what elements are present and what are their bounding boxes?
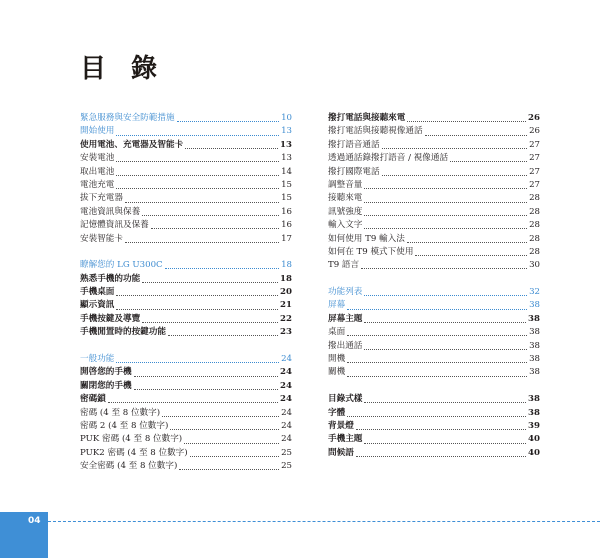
dot-leader (364, 180, 527, 189)
dot-leader (179, 461, 279, 470)
dot-leader (364, 314, 526, 323)
toc-right-column (328, 112, 540, 474)
page-title: 目 錄 (80, 54, 166, 84)
toc-entry-page: 30 (529, 260, 540, 271)
toc-entry-label: 目錄式樣 (328, 394, 363, 405)
toc-entry-page: 13 (280, 139, 292, 150)
toc-entry-label: 撥打電話與接聽視像通話 (328, 126, 423, 137)
toc-entry-page: 26 (528, 113, 540, 123)
toc-entry[interactable] (80, 380, 292, 393)
dot-leader (425, 127, 528, 136)
toc-entry-label: 拔下充電器 (80, 193, 123, 204)
toc-entry[interactable] (328, 246, 540, 259)
toc-entry-label: 電池資訊與保養 (80, 206, 141, 217)
toc-entry-page: 24 (280, 394, 292, 405)
toc-entry-label: 桌面 (328, 327, 346, 338)
dot-leader (382, 167, 527, 176)
toc-entry[interactable] (80, 152, 292, 165)
toc-entry-label: 接聽來電 (328, 193, 363, 204)
toc-entry-page: 24 (281, 434, 292, 445)
toc-entry-label: 透過通話錄撥打語音 / 視像通話 (328, 153, 449, 164)
toc-entry-page: 40 (528, 447, 540, 458)
toc-entry-page: 27 (529, 166, 540, 177)
toc-entry[interactable] (80, 286, 292, 299)
dot-leader (116, 127, 279, 136)
toc-entry-label: 屏幕主題 (328, 313, 363, 324)
toc-entry[interactable] (80, 393, 292, 406)
toc-entry-label: 顯示資訊 (80, 300, 115, 311)
toc-entry-label: 開始使用 (80, 126, 115, 137)
toc-section (80, 259, 292, 339)
toc-entry[interactable] (80, 299, 292, 312)
toc-entry-label: 安全密碼 (4 至 8 位數字) (80, 461, 178, 472)
dot-leader (347, 354, 527, 363)
dot-leader (364, 341, 527, 350)
toc-entry-label: 使用電池、充電器及智能卡 (80, 139, 184, 150)
toc-entry[interactable] (80, 233, 292, 246)
dot-leader (407, 113, 526, 122)
toc-entry-page: 24 (280, 380, 292, 391)
toc-entry-page: 17 (281, 233, 292, 244)
dot-leader (125, 194, 279, 203)
dot-leader (142, 314, 278, 323)
toc-entry[interactable] (80, 407, 292, 420)
toc-entry-page: 38 (528, 313, 540, 324)
dot-leader (364, 287, 527, 296)
toc-entry-label: 安裝電池 (80, 153, 115, 164)
dot-leader (165, 260, 279, 269)
toc-entry[interactable] (328, 326, 540, 339)
dot-leader (116, 180, 279, 189)
toc-entry-label: 安裝智能卡 (80, 233, 123, 244)
toc-entry-label: 調整音量 (328, 179, 363, 190)
toc-entry-page: 39 (528, 420, 540, 431)
toc-entry-label: 瞭解您的 LG U300C (80, 260, 163, 271)
toc-entry[interactable] (328, 407, 540, 420)
toc-entry-page: 15 (281, 179, 292, 190)
toc-entry[interactable] (80, 192, 292, 205)
dot-leader (168, 327, 278, 336)
toc-entry-page: 14 (281, 166, 292, 177)
toc-entry[interactable] (328, 393, 540, 406)
toc-entry-label: 密碼鎖 (80, 394, 106, 405)
toc-chapter-heading[interactable] (328, 286, 540, 299)
toc-entry-page: 32 (529, 287, 540, 298)
toc-entry-page: 28 (529, 246, 540, 257)
dot-leader (185, 140, 278, 149)
toc-entry-page: 28 (529, 193, 540, 204)
dot-leader (116, 167, 279, 176)
toc-entry-page: 13 (281, 153, 292, 164)
toc-entry[interactable] (80, 366, 292, 379)
toc-entry[interactable] (80, 433, 292, 446)
toc-chapter-heading[interactable] (80, 259, 292, 272)
toc-entry[interactable] (328, 112, 540, 125)
toc-section (80, 112, 292, 246)
toc-entry[interactable] (328, 420, 540, 433)
toc-entry-page: 18 (281, 260, 292, 271)
toc-entry[interactable] (328, 447, 540, 460)
toc-chapter-heading[interactable] (328, 299, 540, 312)
toc-entry-label: 手機主題 (328, 434, 363, 445)
toc-entry[interactable] (328, 219, 540, 232)
toc-entry[interactable] (328, 433, 540, 446)
toc-entry-label: 一般功能 (80, 354, 115, 365)
toc-left-column (80, 112, 292, 487)
toc-entry-page: 16 (281, 206, 292, 217)
dot-leader (382, 140, 527, 149)
dot-leader (356, 448, 526, 457)
toc-chapter-heading[interactable] (80, 353, 292, 366)
dot-leader (116, 354, 279, 363)
toc-entry[interactable] (80, 460, 292, 473)
toc-entry[interactable] (80, 139, 292, 152)
toc-entry[interactable] (80, 219, 292, 232)
toc-entry-label: 撥打國際電話 (328, 166, 380, 177)
toc-entry-page: 27 (529, 153, 540, 164)
toc-entry-label: PUK2 密碼 (4 至 8 位數字) (80, 447, 188, 458)
dot-leader (347, 327, 527, 336)
toc-entry-page: 38 (529, 354, 540, 365)
toc-entry-label: 背景燈 (328, 420, 354, 431)
toc-entry[interactable] (328, 179, 540, 192)
dot-leader (415, 247, 527, 256)
toc-entry-label: 密碼 (4 至 8 位數字) (80, 407, 161, 418)
dot-leader (361, 260, 527, 269)
page-number-tab (0, 512, 48, 558)
toc-section (80, 353, 292, 474)
footer-dashed-rule (48, 521, 600, 522)
toc-entry-label: 開機 (328, 354, 346, 365)
toc-entry-page: 26 (529, 126, 540, 137)
toc-entry-page: 27 (529, 139, 540, 150)
toc-entry-page: 22 (280, 313, 292, 324)
toc-entry-page: 24 (281, 407, 292, 418)
dot-leader (134, 381, 278, 390)
toc-entry[interactable] (80, 206, 292, 219)
dot-leader (151, 220, 279, 229)
toc-entry-label: 撥出通話 (328, 340, 363, 351)
toc-entry[interactable] (328, 366, 540, 379)
toc-entry-page: 15 (281, 193, 292, 204)
page-number: 04 (28, 516, 41, 526)
dot-leader (450, 153, 527, 162)
toc-section (328, 112, 540, 273)
toc-entry-page: 24 (281, 354, 292, 365)
toc-entry-page: 24 (281, 420, 292, 431)
toc-entry-label: PUK 密碼 (4 至 8 位數字) (80, 434, 183, 445)
toc-entry[interactable] (328, 139, 540, 152)
toc-entry-label: 手機桌面 (80, 287, 115, 298)
toc-entry-label: 如何使用 T9 輸入法 (328, 233, 405, 244)
dot-leader (407, 234, 527, 243)
dot-leader (177, 113, 280, 122)
toc-entry-page: 38 (529, 367, 540, 378)
toc-entry-label: T9 語言 (328, 260, 360, 271)
toc-entry[interactable] (328, 353, 540, 366)
toc-entry[interactable] (80, 273, 292, 286)
toc-entry[interactable] (80, 447, 292, 460)
toc-entry-label: 撥打電話與接聽來電 (328, 113, 406, 123)
toc-entry-page: 27 (529, 179, 540, 190)
toc-entry-page: 20 (280, 287, 292, 298)
toc-entry-page: 28 (529, 233, 540, 244)
dot-leader (116, 153, 279, 162)
toc-entry-label: 密碼 2 (4 至 8 位數字) (80, 420, 169, 431)
dot-leader (347, 368, 527, 377)
dot-leader (190, 448, 279, 457)
toc-entry[interactable] (328, 125, 540, 138)
dot-leader (364, 394, 526, 403)
dot-leader (184, 435, 279, 444)
toc-entry-label: 如何在 T9 模式下使用 (328, 246, 414, 257)
toc-entry-label: 手機閒置時的按鍵功能 (80, 327, 166, 338)
toc-entry[interactable] (328, 340, 540, 353)
toc-entry-page: 38 (529, 327, 540, 338)
toc-entry[interactable] (328, 166, 540, 179)
toc-entry-label: 字體 (328, 407, 346, 418)
toc-entry[interactable] (80, 326, 292, 339)
dot-leader (170, 421, 279, 430)
toc-section (328, 393, 540, 460)
dot-leader (125, 234, 279, 243)
toc-entry[interactable] (80, 179, 292, 192)
toc-entry-label: 屏幕 (328, 300, 346, 311)
toc-entry-label: 功能列表 (328, 287, 363, 298)
dot-leader (347, 301, 527, 310)
dot-leader (364, 207, 527, 216)
toc-entry-label: 緊急服務與安全防範措施 (80, 113, 175, 123)
toc-entry[interactable] (328, 233, 540, 246)
toc-entry[interactable] (80, 313, 292, 326)
toc-entry-page: 25 (281, 461, 292, 472)
dot-leader (134, 368, 278, 377)
toc-entry[interactable] (328, 313, 540, 326)
toc-entry-label: 關機 (328, 367, 346, 378)
toc-entry-label: 輸入文字 (328, 220, 363, 231)
toc-entry-label: 手機按鍵及導覽 (80, 313, 141, 324)
toc-entry[interactable] (80, 166, 292, 179)
toc-chapter-heading[interactable] (80, 125, 292, 138)
dot-leader (347, 408, 526, 417)
dot-leader (356, 421, 526, 430)
toc-entry-page: 21 (280, 300, 292, 311)
toc-entry-page: 23 (280, 327, 292, 338)
toc-entry-page: 38 (528, 407, 540, 418)
dot-leader (116, 287, 278, 296)
toc-entry[interactable] (328, 259, 540, 272)
dot-leader (364, 435, 526, 444)
toc-entry-page: 38 (529, 340, 540, 351)
toc-entry-label: 問候語 (328, 447, 354, 458)
dot-leader (364, 220, 527, 229)
toc-entry-label: 電池充電 (80, 179, 115, 190)
dot-leader (108, 394, 278, 403)
dot-leader (162, 408, 279, 417)
toc-entry-label: 訊號強度 (328, 206, 363, 217)
toc-chapter-heading[interactable] (80, 112, 292, 125)
toc-entry-page: 24 (280, 367, 292, 378)
toc-entry-page: 28 (529, 220, 540, 231)
toc-entry-page: 10 (281, 113, 292, 123)
dot-leader (364, 194, 527, 203)
toc-entry[interactable] (328, 192, 540, 205)
toc-entry-page: 38 (528, 394, 540, 405)
toc-entry-label: 開啓您的手機 (80, 367, 132, 378)
toc-entry[interactable] (328, 206, 540, 219)
toc-entry-page: 28 (529, 206, 540, 217)
toc-entry-page: 40 (528, 434, 540, 445)
toc-entry-label: 取出電池 (80, 166, 115, 177)
toc-entry-page: 16 (281, 220, 292, 231)
toc-section (328, 286, 540, 380)
toc-entry-label: 關閉您的手機 (80, 380, 132, 391)
dot-leader (142, 274, 278, 283)
dot-leader (142, 207, 279, 216)
toc-entry-page: 13 (281, 126, 292, 137)
toc-entry-page: 25 (281, 447, 292, 458)
toc-entry-page: 18 (280, 273, 292, 284)
toc-entry-label: 熟悉手機的功能 (80, 273, 141, 284)
toc-entry[interactable] (328, 152, 540, 165)
toc-entry-label: 撥打語音通話 (328, 139, 380, 150)
toc-entry[interactable] (80, 420, 292, 433)
toc-entry-page: 38 (529, 300, 540, 311)
toc-entry-label: 記憶體資訊及保養 (80, 220, 149, 231)
dot-leader (116, 301, 278, 310)
